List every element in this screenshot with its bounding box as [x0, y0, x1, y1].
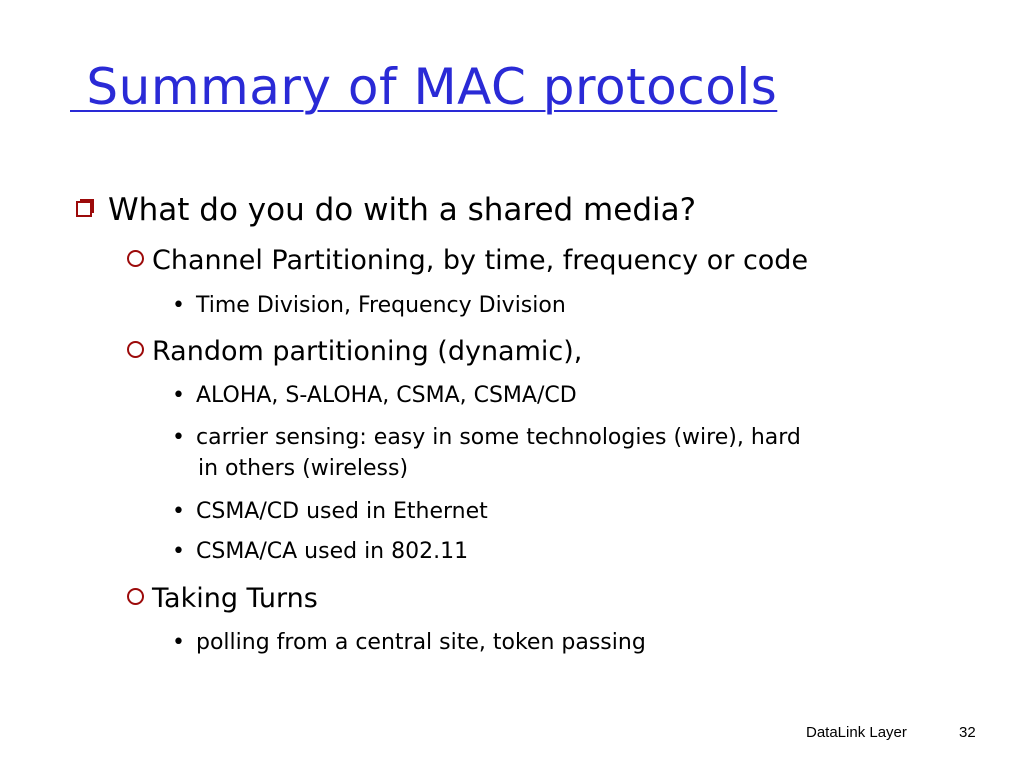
footer-page-number: 32 [959, 724, 976, 741]
square-bullet-icon [76, 199, 94, 217]
bullet-channel-partitioning [127, 244, 808, 276]
bullet-csma-ca [172, 538, 468, 564]
bullet-polling [172, 629, 646, 655]
bullet-text: Taking Turns [152, 583, 318, 614]
circle-bullet-icon [127, 341, 144, 358]
bullet-shared-media [76, 190, 696, 228]
slide-title: Summary of MAC protocols [70, 58, 778, 116]
bullet-text: CSMA/CD used in Ethernet [196, 498, 488, 524]
bullet-text: polling from a central site, token passing [196, 629, 646, 655]
bullet-text: Channel Partitioning, by time, frequency or code [152, 245, 809, 276]
bullet-text: CSMA/CA used in 802.11 [196, 538, 469, 564]
bullet-aloha [172, 382, 577, 408]
bullet-text: Random partitioning (dynamic), [152, 336, 583, 367]
dot-bullet-icon: • [172, 629, 185, 655]
dot-bullet-icon: • [172, 382, 185, 408]
dot-bullet-icon: • [172, 538, 185, 564]
bullet-carrier-sensing-continued: in others (wireless) [198, 456, 409, 481]
dot-bullet-icon: • [172, 424, 185, 450]
bullet-text: Time Division, Frequency Division [196, 292, 566, 318]
bullet-random-partitioning [127, 335, 582, 367]
footer-label: DataLink Layer [806, 724, 907, 741]
circle-bullet-icon [127, 588, 144, 605]
bullet-taking-turns [127, 582, 318, 614]
dot-bullet-icon: • [172, 292, 185, 318]
dot-bullet-icon: • [172, 498, 185, 524]
bullet-text: ALOHA, S-ALOHA, CSMA, CSMA/CD [196, 382, 577, 408]
bullet-text: What do you do with a shared media? [108, 191, 697, 228]
circle-bullet-icon [127, 250, 144, 267]
bullet-carrier-sensing [172, 424, 801, 450]
bullet-text: carrier sensing: easy in some technologies (wire), hard [196, 424, 801, 450]
bullet-tdm-fdm [172, 292, 566, 318]
bullet-csma-cd [172, 498, 488, 524]
